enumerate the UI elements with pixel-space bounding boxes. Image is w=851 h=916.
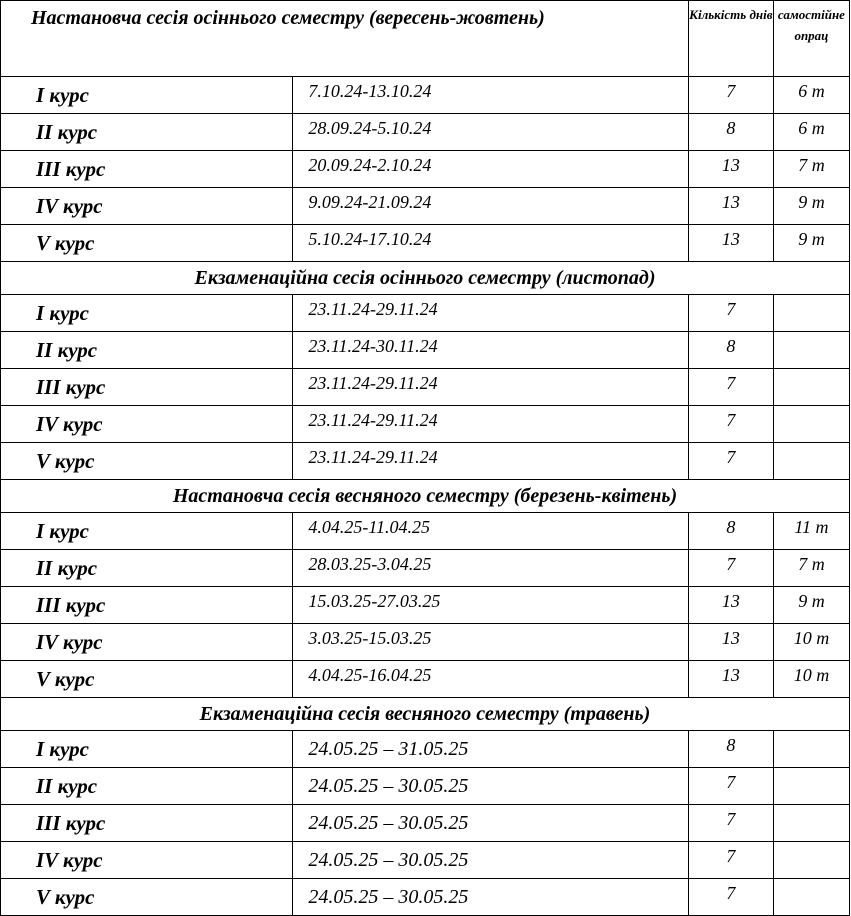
dates-cell: 4.04.25-11.04.25 [293,513,688,550]
dates-cell: 4.04.25-16.04.25 [293,661,688,698]
days-cell: 7 [688,842,773,879]
course-cell: III курс [1,151,293,188]
days-cell: 8 [688,114,773,151]
days-cell: 7 [688,768,773,805]
self-study-cell: 9 т [773,587,849,624]
course-cell: I курс [1,77,293,114]
course-cell: IV курс [1,842,293,879]
dates-cell: 23.11.24-29.11.24 [293,406,688,443]
course-cell: IV курс [1,406,293,443]
self-study-cell: 9 т [773,188,849,225]
days-cell: 7 [688,550,773,587]
dates-cell: 7.10.24-13.10.24 [293,77,688,114]
course-cell: II курс [1,550,293,587]
table-row [1,587,850,624]
days-cell: 8 [688,513,773,550]
course-cell: III курс [1,805,293,842]
days-cell: 7 [688,805,773,842]
dates-cell: 24.05.25 – 30.05.25 [293,768,688,805]
section-heading-row [1,480,850,513]
self-study-cell [773,805,849,842]
self-study-column-header: самостійне опрац [773,1,849,77]
self-study-cell: 10 т [773,661,849,698]
course-cell: I курс [1,295,293,332]
dates-cell: 28.03.25-3.04.25 [293,550,688,587]
self-study-cell: 9 т [773,225,849,262]
table-row [1,77,850,114]
dates-cell: 23.11.24-29.11.24 [293,369,688,406]
self-study-cell: 6 т [773,77,849,114]
course-cell: II курс [1,332,293,369]
self-study-cell [773,768,849,805]
table-row [1,842,850,879]
dates-cell: 23.11.24-30.11.24 [293,332,688,369]
table-row [1,188,850,225]
table-title: Настановча сесія осіннього семестру (вересень-жовтень) [1,1,689,77]
days-column-header: Кількість днів [688,1,773,77]
section-heading: Екзаменаційна сесія осіннього семестру (листопад) [1,262,850,295]
self-study-cell [773,879,849,916]
course-cell: II курс [1,768,293,805]
section-heading: Настановча сесія весняного семестру (березень-квітень) [1,480,850,513]
days-cell: 7 [688,443,773,480]
header-row [1,1,850,77]
course-cell: I курс [1,513,293,550]
days-cell: 7 [688,879,773,916]
self-study-cell [773,731,849,768]
course-cell: IV курс [1,624,293,661]
days-cell: 8 [688,731,773,768]
self-study-cell [773,332,849,369]
days-cell: 13 [688,225,773,262]
days-cell: 7 [688,77,773,114]
dates-cell: 24.05.25 – 31.05.25 [293,731,688,768]
self-study-cell: 7 т [773,151,849,188]
self-study-cell: 11 т [773,513,849,550]
dates-cell: 5.10.24-17.10.24 [293,225,688,262]
days-cell: 13 [688,587,773,624]
table-row [1,369,850,406]
dates-cell: 23.11.24-29.11.24 [293,295,688,332]
table-row [1,406,850,443]
days-cell: 7 [688,295,773,332]
table-row [1,151,850,188]
course-cell: V курс [1,225,293,262]
table-row [1,513,850,550]
self-study-cell [773,842,849,879]
table-row [1,624,850,661]
days-cell: 7 [688,369,773,406]
section-heading: Екзаменаційна сесія весняного семестру (травень) [1,698,850,731]
course-cell: IV курс [1,188,293,225]
course-cell: III курс [1,587,293,624]
self-study-cell [773,406,849,443]
course-cell: V курс [1,443,293,480]
course-cell: II курс [1,114,293,151]
table-row [1,225,850,262]
self-study-cell [773,443,849,480]
course-cell: V курс [1,879,293,916]
self-study-cell [773,295,849,332]
days-cell: 13 [688,188,773,225]
table-row [1,805,850,842]
days-cell: 13 [688,661,773,698]
dates-cell: 28.09.24-5.10.24 [293,114,688,151]
section-heading-row [1,262,850,295]
table-row [1,879,850,916]
dates-cell: 24.05.25 – 30.05.25 [293,805,688,842]
table-row [1,550,850,587]
section-heading-row [1,698,850,731]
dates-cell: 9.09.24-21.09.24 [293,188,688,225]
table-row [1,731,850,768]
table-row [1,295,850,332]
table-row [1,332,850,369]
self-study-cell: 6 т [773,114,849,151]
days-cell: 8 [688,332,773,369]
days-cell: 13 [688,151,773,188]
table-body [1,1,850,916]
self-study-cell: 10 т [773,624,849,661]
course-cell: V курс [1,661,293,698]
dates-cell: 15.03.25-27.03.25 [293,587,688,624]
table-row [1,114,850,151]
days-cell: 7 [688,406,773,443]
table-row [1,768,850,805]
course-cell: I курс [1,731,293,768]
self-study-cell [773,369,849,406]
dates-cell: 24.05.25 – 30.05.25 [293,879,688,916]
self-study-cell: 7 т [773,550,849,587]
table-row [1,661,850,698]
dates-cell: 23.11.24-29.11.24 [293,443,688,480]
course-cell: III курс [1,369,293,406]
dates-cell: 3.03.25-15.03.25 [293,624,688,661]
dates-cell: 24.05.25 – 30.05.25 [293,842,688,879]
days-cell: 13 [688,624,773,661]
table-row [1,443,850,480]
dates-cell: 20.09.24-2.10.24 [293,151,688,188]
